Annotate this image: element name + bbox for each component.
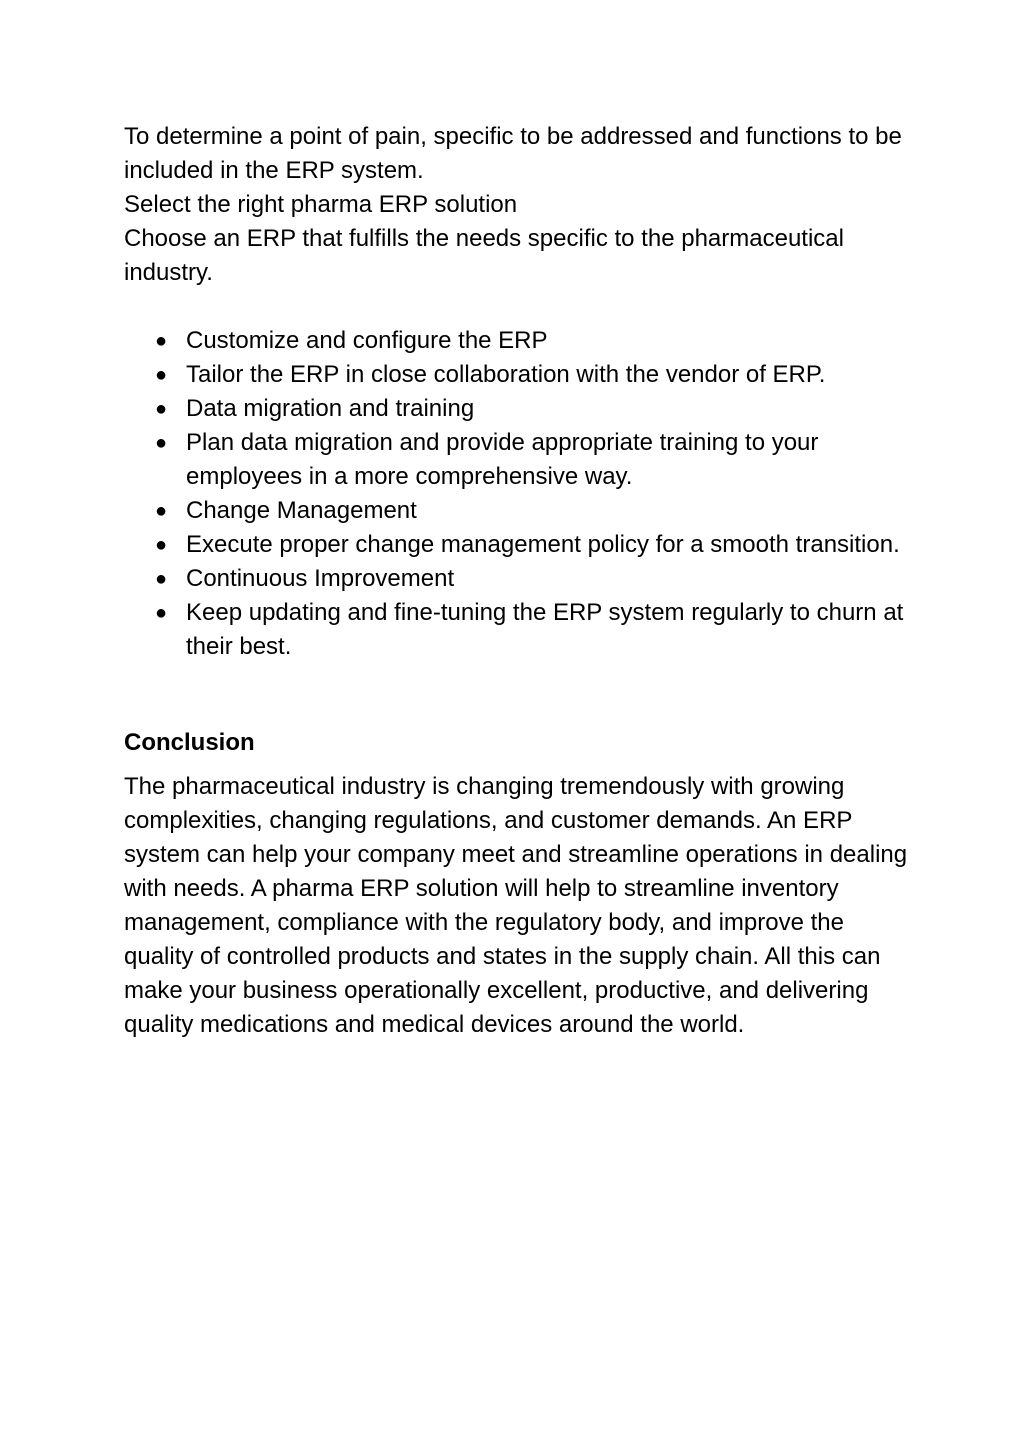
list-item [124,528,914,562]
bullet-icon: ● [155,602,168,624]
list-item [124,596,914,664]
bullet-icon: ● [155,568,168,590]
list-item [124,392,914,426]
bullet-icon: ● [155,398,168,420]
bullet-icon: ● [155,432,168,454]
intro-paragraph-2: Choose an ERP that fulfills the needs specific to the pharmaceutical industry. [124,225,844,286]
list-item-text: Change Management [186,497,417,524]
list-item [124,562,914,596]
document-page [124,120,914,1042]
list-item-text: Plan data migration and provide appropriate training to your employees in a more comprehensive way. [186,429,819,490]
intro-section [124,120,914,290]
list-item-text: Keep updating and fine-tuning the ERP system regularly to churn at their best. [186,599,904,660]
list-item-text: Execute proper change management policy for a smooth transition. [186,531,900,558]
bullet-list [124,324,914,664]
bullet-icon: ● [155,330,168,352]
list-item-text: Customize and configure the ERP [186,327,548,354]
list-item [124,494,914,528]
list-item-text: Tailor the ERP in close collaboration with the vendor of ERP. [186,361,826,388]
list-item-text: Data migration and training [186,395,475,422]
conclusion-heading: Conclusion [124,729,255,756]
intro-subheading: Select the right pharma ERP solution [124,191,518,218]
intro-paragraph: To determine a point of pain, specific to be addressed and functions to be included in the ERP system. [124,123,902,184]
list-item [124,426,914,494]
list-item [124,324,914,358]
list-item [124,358,914,392]
bullet-icon: ● [155,534,168,556]
list-item-text: Continuous Improvement [186,565,455,592]
conclusion-paragraph: The pharmaceutical industry is changing tremendously with growing complexities, changing regulations, and customer demands. An ERP system can help your company meet and streamline operations in dealing with needs. A pharma ERP solution will help to streamline inventory management, compliance with the regulatory body, and improve the quality of controlled products and states in the supply chain. All this can make your business operationally excellent, productive, and delivering quality medications and medical devices around the world. [124,773,908,1038]
bullet-icon: ● [155,364,168,386]
bullet-icon: ● [155,500,168,522]
